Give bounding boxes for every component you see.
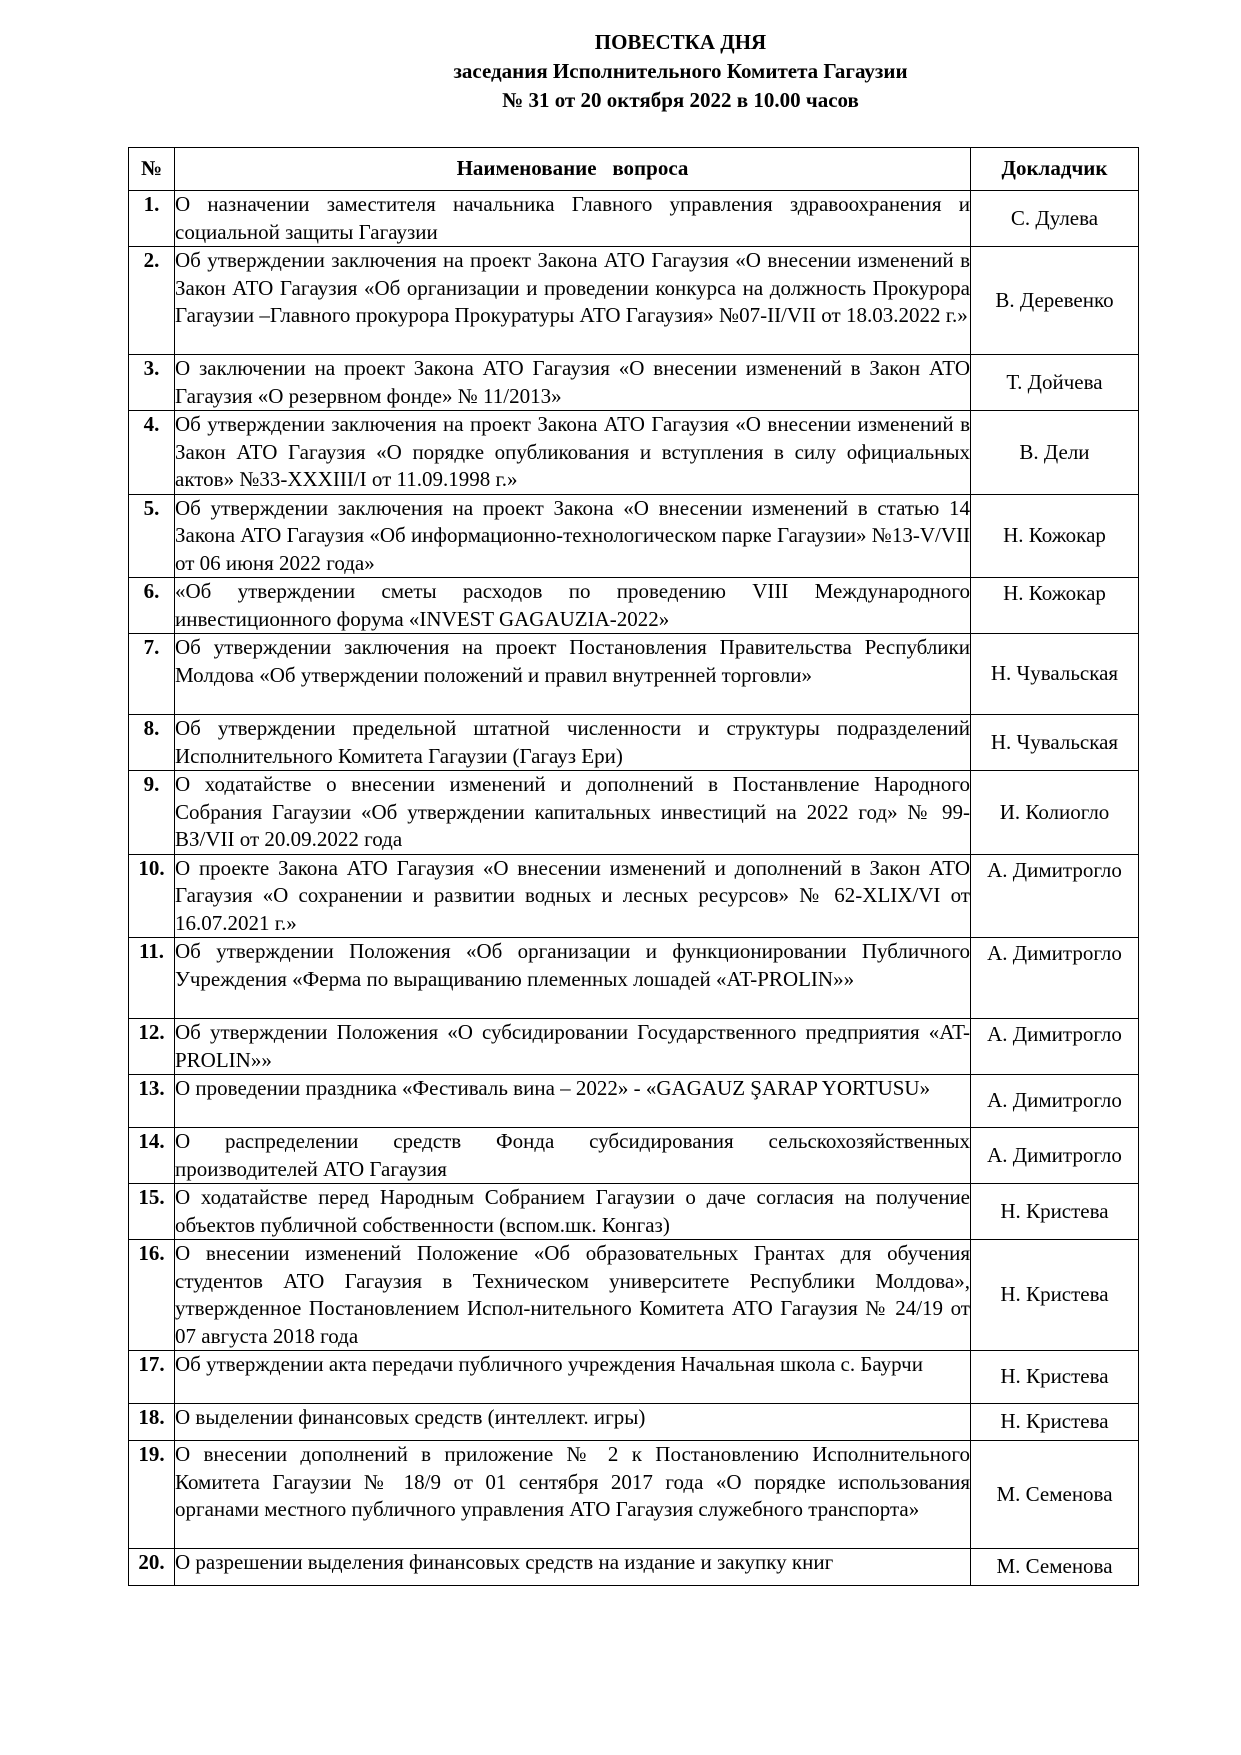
item-title: О распределении средств Фонда субсидирования сельскохозяйственных производителей АТО Гагаузия [175, 1128, 971, 1184]
item-number: 6. [129, 578, 175, 634]
item-speaker: М. Семенова [971, 1549, 1139, 1586]
table-row [129, 938, 1139, 1019]
item-number: 13. [129, 1075, 175, 1128]
item-speaker: Н. Кожокар [971, 494, 1139, 578]
item-speaker: А. Димитрогло [971, 1128, 1139, 1184]
item-speaker: Н. Кристева [971, 1351, 1139, 1404]
table-row [129, 1240, 1139, 1351]
item-title: Об утверждении предельной штатной численности и структуры подразделений Исполнительного Комитета Гагаузии (Гагауз Ери) [175, 715, 971, 771]
item-title: О ходатайстве перед Народным Собранием Гагаузии о даче согласия на получение объектов публичной собственности (вспом.шк. Конгаз) [175, 1184, 971, 1240]
item-speaker: В. Дели [971, 411, 1139, 495]
item-title: О выделении финансовых средств (интеллект. игры) [175, 1404, 971, 1441]
item-speaker: С. Дулева [971, 191, 1139, 247]
item-number: 16. [129, 1240, 175, 1351]
item-title: О назначении заместителя начальника Главного управления здравоохранения и социальной защиты Гагаузии [175, 191, 971, 247]
item-title: Об утверждении заключения на проект Закона АТО Гагаузия «О внесении изменений в Закон АТО Гагаузия «О порядке опубликования и вступления в силу официальных актов» №33-XXXIII/I от 11.09.1998 г.» [175, 411, 971, 495]
table-row [129, 1184, 1139, 1240]
table-row [129, 634, 1139, 715]
item-number: 15. [129, 1184, 175, 1240]
item-title: Об утверждении заключения на проект Закона АТО Гагаузия «О внесении изменений в Закон АТО Гагаузия «Об организации и проведении конкурса на должность Прокурора Гагаузии –Главного прокурора Прокуратуры АТО Гагаузия» №07-II/VII от 18.03.2022 г.» [175, 247, 971, 355]
item-speaker: А. Димитрогло [971, 938, 1139, 1019]
table-row [129, 578, 1139, 634]
item-speaker: А. Димитрогло [971, 1075, 1139, 1128]
table-row [129, 411, 1139, 495]
item-number: 9. [129, 771, 175, 855]
table-row [129, 771, 1139, 855]
item-number: 12. [129, 1019, 175, 1075]
item-speaker: И. Колиогло [971, 771, 1139, 855]
item-title: Об утверждении заключения на проект Закона «О внесении изменений в статью 14 Закона АТО Гагаузия «Об информационно-технологическом парке Гагаузии» №13-V/VII от 06 июня 2022 года» [175, 494, 971, 578]
item-title: О проведении праздника «Фестиваль вина – 2022» - «GAGAUZ ŞARAP YORTUSU» [175, 1075, 971, 1128]
table-row [129, 1404, 1139, 1441]
table-row [129, 494, 1139, 578]
item-title: Об утверждении заключения на проект Постановления Правительства Республики Молдова «Об утверждении положений и правил внутренней торговли» [175, 634, 971, 715]
table-row [129, 715, 1139, 771]
item-number: 3. [129, 355, 175, 411]
table-row [129, 247, 1139, 355]
item-title: Об утверждении акта передачи публичного учреждения Начальная школа с. Баурчи [175, 1351, 971, 1404]
item-title: О внесении изменений Положение «Об образовательных Грантах для обучения студентов АТО Гагаузия в Техническом университете Республики Молдова», утвержденное Постановлением Испол-нительного Комитета АТО Гагаузия № 24/19 от 07 августа 2018 года [175, 1240, 971, 1351]
table-row [129, 1128, 1139, 1184]
table-row [129, 854, 1139, 938]
agenda-table [128, 147, 1139, 1586]
agenda-rows [129, 191, 1139, 1586]
item-number: 20. [129, 1549, 175, 1586]
item-speaker: Н. Кожокар [971, 578, 1139, 634]
meeting-number-date: № 31 от 20 октября 2022 в 10.00 часов [502, 88, 859, 112]
table-row [129, 191, 1139, 247]
item-speaker: А. Димитрогло [971, 854, 1139, 938]
item-speaker: Н. Кристева [971, 1240, 1139, 1351]
item-number: 2. [129, 247, 175, 355]
item-number: 7. [129, 634, 175, 715]
document-header [0, 28, 1241, 115]
item-title: О разрешении выделения финансовых средств на издание и закупку книг [175, 1549, 971, 1586]
item-number: 10. [129, 854, 175, 938]
table-row [129, 355, 1139, 411]
item-title: О внесении дополнений в приложение № 2 к Постановлению Исполнительного Комитета Гагаузии № 18/9 от 01 сентября 2017 года «О порядке использования органами местного публичного управления АТО Гагаузия служебного транспорта» [175, 1441, 971, 1549]
item-speaker: А. Димитрогло [971, 1019, 1139, 1075]
item-number: 19. [129, 1441, 175, 1549]
item-number: 11. [129, 938, 175, 1019]
item-number: 17. [129, 1351, 175, 1404]
item-title: «Об утверждении сметы расходов по проведению VIII Международного инвестиционного форума «INVEST GAGAUZIA-2022» [175, 578, 971, 634]
item-speaker: Н. Чувальская [971, 634, 1139, 715]
item-number: 4. [129, 411, 175, 495]
table-row [129, 1549, 1139, 1586]
item-title: Об утверждении Положения «Об организации и функционировании Публичного Учреждения «Ферма по выращиванию племенных лошадей «AT-PROLIN»» [175, 938, 971, 1019]
item-speaker: Н. Чувальская [971, 715, 1139, 771]
item-number: 18. [129, 1404, 175, 1441]
table-row [129, 1019, 1139, 1075]
item-speaker: Т. Дойчева [971, 355, 1139, 411]
column-header-speaker: Докладчик [971, 148, 1139, 191]
item-title: О проекте Закона АТО Гагаузия «О внесении изменений и дополнений в Закон АТО Гагаузия «О сохранении и развитии водных и лесных ресурсов» № 62-XLIX/VI от 16.07.2021 г.» [175, 854, 971, 938]
item-number: 8. [129, 715, 175, 771]
document-subtitle: заседания Исполнительного Комитета Гагаузии [453, 59, 908, 83]
table-row [129, 1351, 1139, 1404]
item-speaker: Н. Кристева [971, 1184, 1139, 1240]
item-title: О ходатайстве о внесении изменений и дополнений в Постанвление Народного Собрания Гагаузии «Об утверждении капитальных инвестиций на 2022 год» № 99-ВЗ/VII от 20.09.2022 года [175, 771, 971, 855]
item-number: 14. [129, 1128, 175, 1184]
table-row [129, 1441, 1139, 1549]
column-header-number: № [129, 148, 175, 191]
item-speaker: В. Деревенко [971, 247, 1139, 355]
item-title: Об утверждении Положения «О субсидировании Государственного предприятия «AT-PROLIN»» [175, 1019, 971, 1075]
column-header-title: Наименование вопроса [175, 148, 971, 191]
item-speaker: М. Семенова [971, 1441, 1139, 1549]
document-title: ПОВЕСТКА ДНЯ [594, 30, 767, 54]
item-number: 5. [129, 494, 175, 578]
table-row [129, 1075, 1139, 1128]
item-title: О заключении на проект Закона АТО Гагаузия «О внесении изменений в Закон АТО Гагаузия «О резервном фонде» № 11/2013» [175, 355, 971, 411]
table-header-row [129, 148, 1139, 191]
item-number: 1. [129, 191, 175, 247]
item-speaker: Н. Кристева [971, 1404, 1139, 1441]
